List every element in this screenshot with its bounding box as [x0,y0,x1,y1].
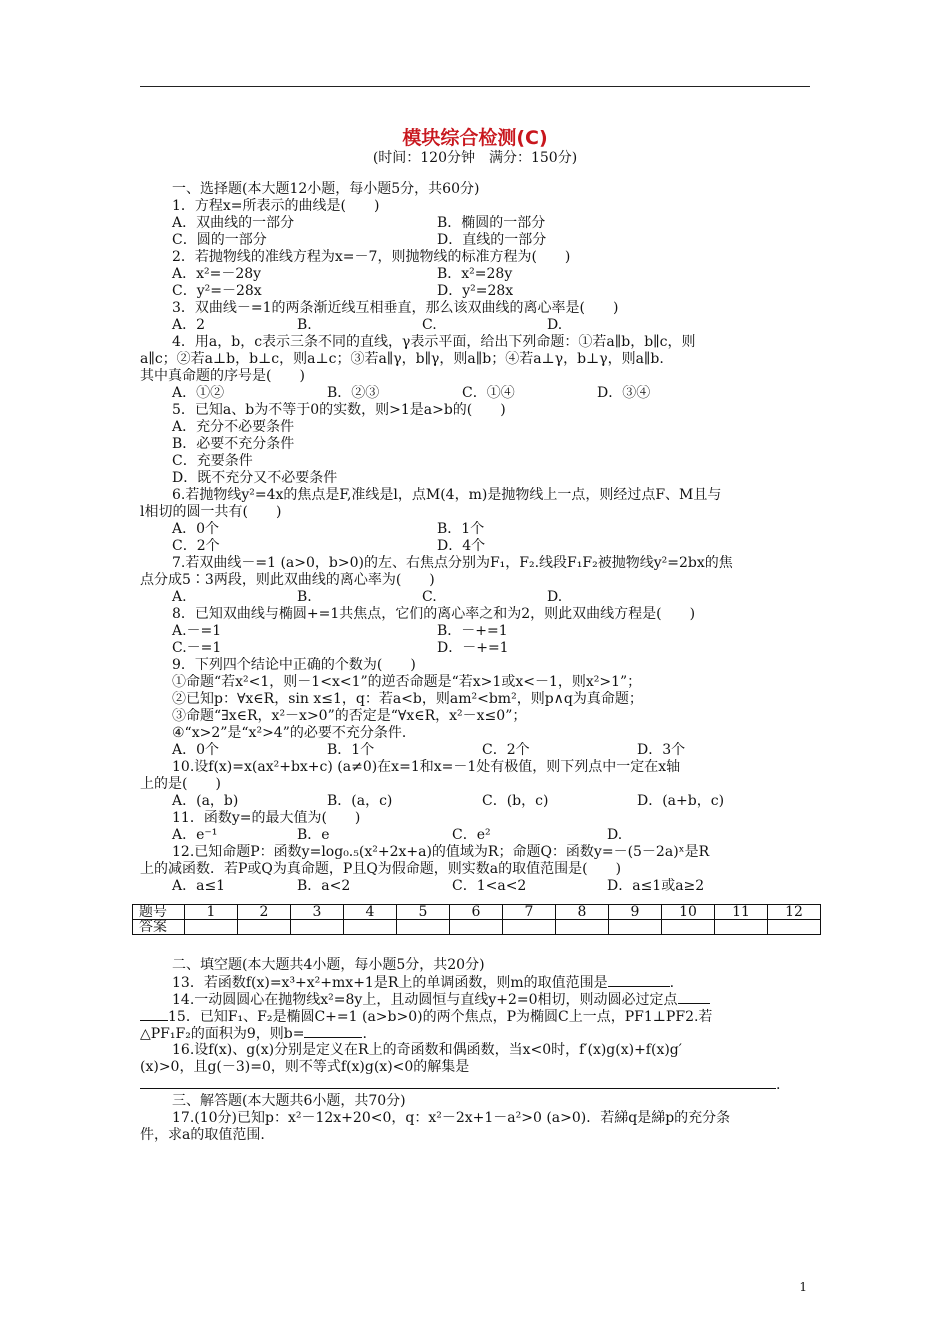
option: C．充要条件 [172,453,253,469]
answer-cell[interactable] [185,920,238,935]
question-stem: 点分成5∶3两段，则此双曲线的离心率为( ) [140,572,435,588]
row-header: 答案 [133,920,185,935]
option: A．0个 [172,521,220,537]
answer-cell[interactable] [503,920,556,935]
option: B．必要不充分条件 [172,436,295,452]
option: C．e² [452,827,491,843]
period: . [362,1026,367,1042]
question-number-cell: 4 [344,905,397,920]
question-stem: 9．下列四个结论中正确的个数为( ) [172,657,416,673]
option: B．1个 [437,521,485,537]
option: A．a≤1 [172,878,226,894]
option: B．a<2 [297,878,351,894]
option: A．充分不必要条件 [172,419,295,435]
question-stem: 12.已知命题P：函数y=log₀.₅(x²+2x+a)的值域为R；命题Q：函数y=－(5－2a)ˣ是R [172,844,710,860]
section-heading: 三、解答题(本大题共6小题，共70分) [172,1093,406,1109]
option: C. [422,317,437,333]
option: C．2个 [172,538,220,554]
question-number-cell: 2 [238,905,291,920]
question-number-cell: 1 [185,905,238,920]
question-stem: 其中真命题的序号是( ) [140,368,305,384]
answer-blank[interactable] [140,1076,776,1089]
question-stem: 6.若抛物线y²=4x的焦点是F,准线是l，点M(4，m)是抛物线上一点，则经过点F、M且与 [172,487,722,503]
question-stem: l相切的圆一共有( ) [140,504,282,520]
option: D．a≤1或a≥2 [607,878,705,894]
answer-cell[interactable] [344,920,397,935]
option: D. [547,317,563,333]
question-stem: 1．方程x=所表示的曲线是( ) [172,198,380,214]
question-stem: 上的减函数．若P或Q为真命题，P且Q为假命题，则实数a的取值范围是( ) [140,861,622,877]
question-stem: △PF₁F₂的面积为9，则b= [140,1026,305,1042]
question-number-cell: 3 [291,905,344,920]
option: D. [547,589,563,605]
question-stem: 11．函数y=的最大值为( ) [172,810,361,826]
option: A.－=1 [172,623,222,639]
question-stem: 4．用a，b，c表示三条不同的直线，γ表示平面，给出下列命题：①若a∥b，b∥c，则 [172,334,696,350]
option: A．x²=－28y [172,266,262,282]
option: B．椭圆的一部分 [437,215,546,231]
question-stem: 14.一动圆圆心在抛物线x²=8y上，且动圆恒与直线y+2=0相切，则动圆必过定点 [172,992,678,1008]
top-rule [140,86,810,87]
option: A．①② [172,385,225,401]
option: A．e⁻¹ [172,827,218,843]
answer-blank[interactable] [678,991,710,1004]
question-number-cell: 7 [503,905,556,920]
question-stem: 5．已知a、b为不等于0的实数，则>1是a>b的( ) [172,402,506,418]
option: D．③④ [597,385,651,401]
question-stem: 16.设f(x)、g(x)分别是定义在R上的奇函数和偶函数，当x<0时，f′(x)g(x)+f(x)g′ [172,1042,682,1058]
question-stem: 13．若函数f(x)=x³+x²+mx+1是R上的单调函数，则m的取值范围是 [172,975,608,991]
row-header: 题号 [133,905,185,920]
answer-table [132,904,821,935]
question-stem: (x)>0，且g(－3)=0，则不等式f(x)g(x)<0的解集是 [140,1059,470,1075]
option: C．2个 [482,742,530,758]
exam-info: (时间：120分钟 满分：150分) [372,150,578,166]
section-fill [140,957,810,1144]
answer-cell[interactable] [662,920,715,935]
answer-cell[interactable] [556,920,609,935]
option: D．(a+b，c) [637,793,725,809]
section-heading: 二、填空题(本大题共4小题，每小题5分，共20分) [172,957,485,973]
option: D．直线的一部分 [437,232,547,248]
option: C. [422,589,437,605]
option: A．0个 [172,742,220,758]
table-row [133,920,821,935]
question-stem: 3．双曲线－=1的两条渐近线互相垂直，那么该双曲线的离心率是( ) [172,300,619,316]
option: B. [297,317,312,333]
option: D．既不充分又不必要条件 [172,470,338,486]
option: C．①④ [462,385,515,401]
answer-cell[interactable] [450,920,503,935]
question-stem: 17.(10分)已知p：x²－12x+20<0，q：x²－2x+1－a²>0 (a>0)．若綈q是綈p的充分条 [172,1110,731,1126]
question-stem: 10.设f(x)=x(ax²+bx+c) (a≠0)在x=1和x=－1处有极值，则下列点中一定在x轴 [172,759,681,775]
answer-blank[interactable] [608,974,670,987]
statement: ①命题“若x²<1，则－1<x<1”的逆否命题是“若x>1或x<－1，则x²>1”； [172,674,642,690]
answer-cell[interactable] [715,920,768,935]
question-stem: 件，求a的取值范围. [140,1127,265,1143]
answer-blank[interactable] [140,1008,168,1021]
question-stem: a∥c；②若a⊥b，b⊥c，则a⊥c；③若a∥γ，b∥γ，则a∥b；④若a⊥γ，b⊥γ，则a∥b. [140,351,664,367]
option: B．－+=1 [437,623,508,639]
question-number-cell: 8 [556,905,609,920]
answer-cell[interactable] [291,920,344,935]
option: C．圆的一部分 [172,232,267,248]
section-heading: 一、选择题(本大题12小题，每小题5分，共60分) [172,181,480,197]
section-choice [140,181,810,895]
option: D．4个 [437,538,486,554]
answer-blank[interactable] [304,1025,362,1038]
answer-cell[interactable] [609,920,662,935]
option: D．3个 [637,742,686,758]
option: B．1个 [327,742,375,758]
option: C．1<a<2 [452,878,527,894]
answer-cell[interactable] [238,920,291,935]
table-row [133,905,821,920]
question-number-cell: 12 [768,905,821,920]
option: A．2 [172,317,206,333]
question-stem: 8．已知双曲线与椭圆+=1共焦点，它们的离心率之和为2，则此双曲线方程是( ) [172,606,696,622]
answer-cell[interactable] [768,920,821,935]
question-number-cell: 10 [662,905,715,920]
question-number-cell: 9 [609,905,662,920]
page-number: 1 [799,1280,807,1294]
question-stem: 7.若双曲线－=1 (a>0，b>0)的左、右焦点分别为F₁，F₂.线段F₁F₂被抛物线y²=2bx的焦 [172,555,733,571]
option: B. [297,589,312,605]
page-title: 模块综合检测(C) [402,127,548,149]
option: C．y²=－28x [172,283,262,299]
option: B．(a，c) [327,793,393,809]
question-number-cell: 5 [397,905,450,920]
question-number-cell: 11 [715,905,768,920]
question-stem: 上的是( ) [140,776,221,792]
question-stem: 15．已知F₁、F₂是椭圆C+=1 (a>b>0)的两个焦点，P为椭圆C上一点，PF1⊥PF2.若 [168,1009,713,1025]
option: C．(b，c) [482,793,549,809]
period: . [776,1077,781,1093]
option: A．双曲线的一部分 [172,215,295,231]
option: D．－+=1 [437,640,509,656]
question-stem: 2．若抛物线的准线方程为x=－7，则抛物线的标准方程为( ) [172,249,571,265]
question-number-cell: 6 [450,905,503,920]
answer-cell[interactable] [397,920,450,935]
option: D．y²=28x [437,283,514,299]
option: A．(a，b) [172,793,239,809]
option: B．e [297,827,330,843]
option: D. [607,827,623,843]
statement: ②已知p：∀x∈R，sin x≤1，q：若a<b，则am²<bm²，则p∧q为真命题； [172,691,643,707]
statement: ③命题“∃x∈R，x²－x>0”的否定是“∀x∈R，x²－x≤0”； [172,708,527,724]
statement: ④“x>2”是“x²>4”的必要不充分条件． [172,725,416,741]
period: . [669,975,675,991]
option: A. [172,589,187,605]
option: B．x²=28y [437,266,513,282]
option: C.－=1 [172,640,222,656]
option: B．②③ [327,385,380,401]
